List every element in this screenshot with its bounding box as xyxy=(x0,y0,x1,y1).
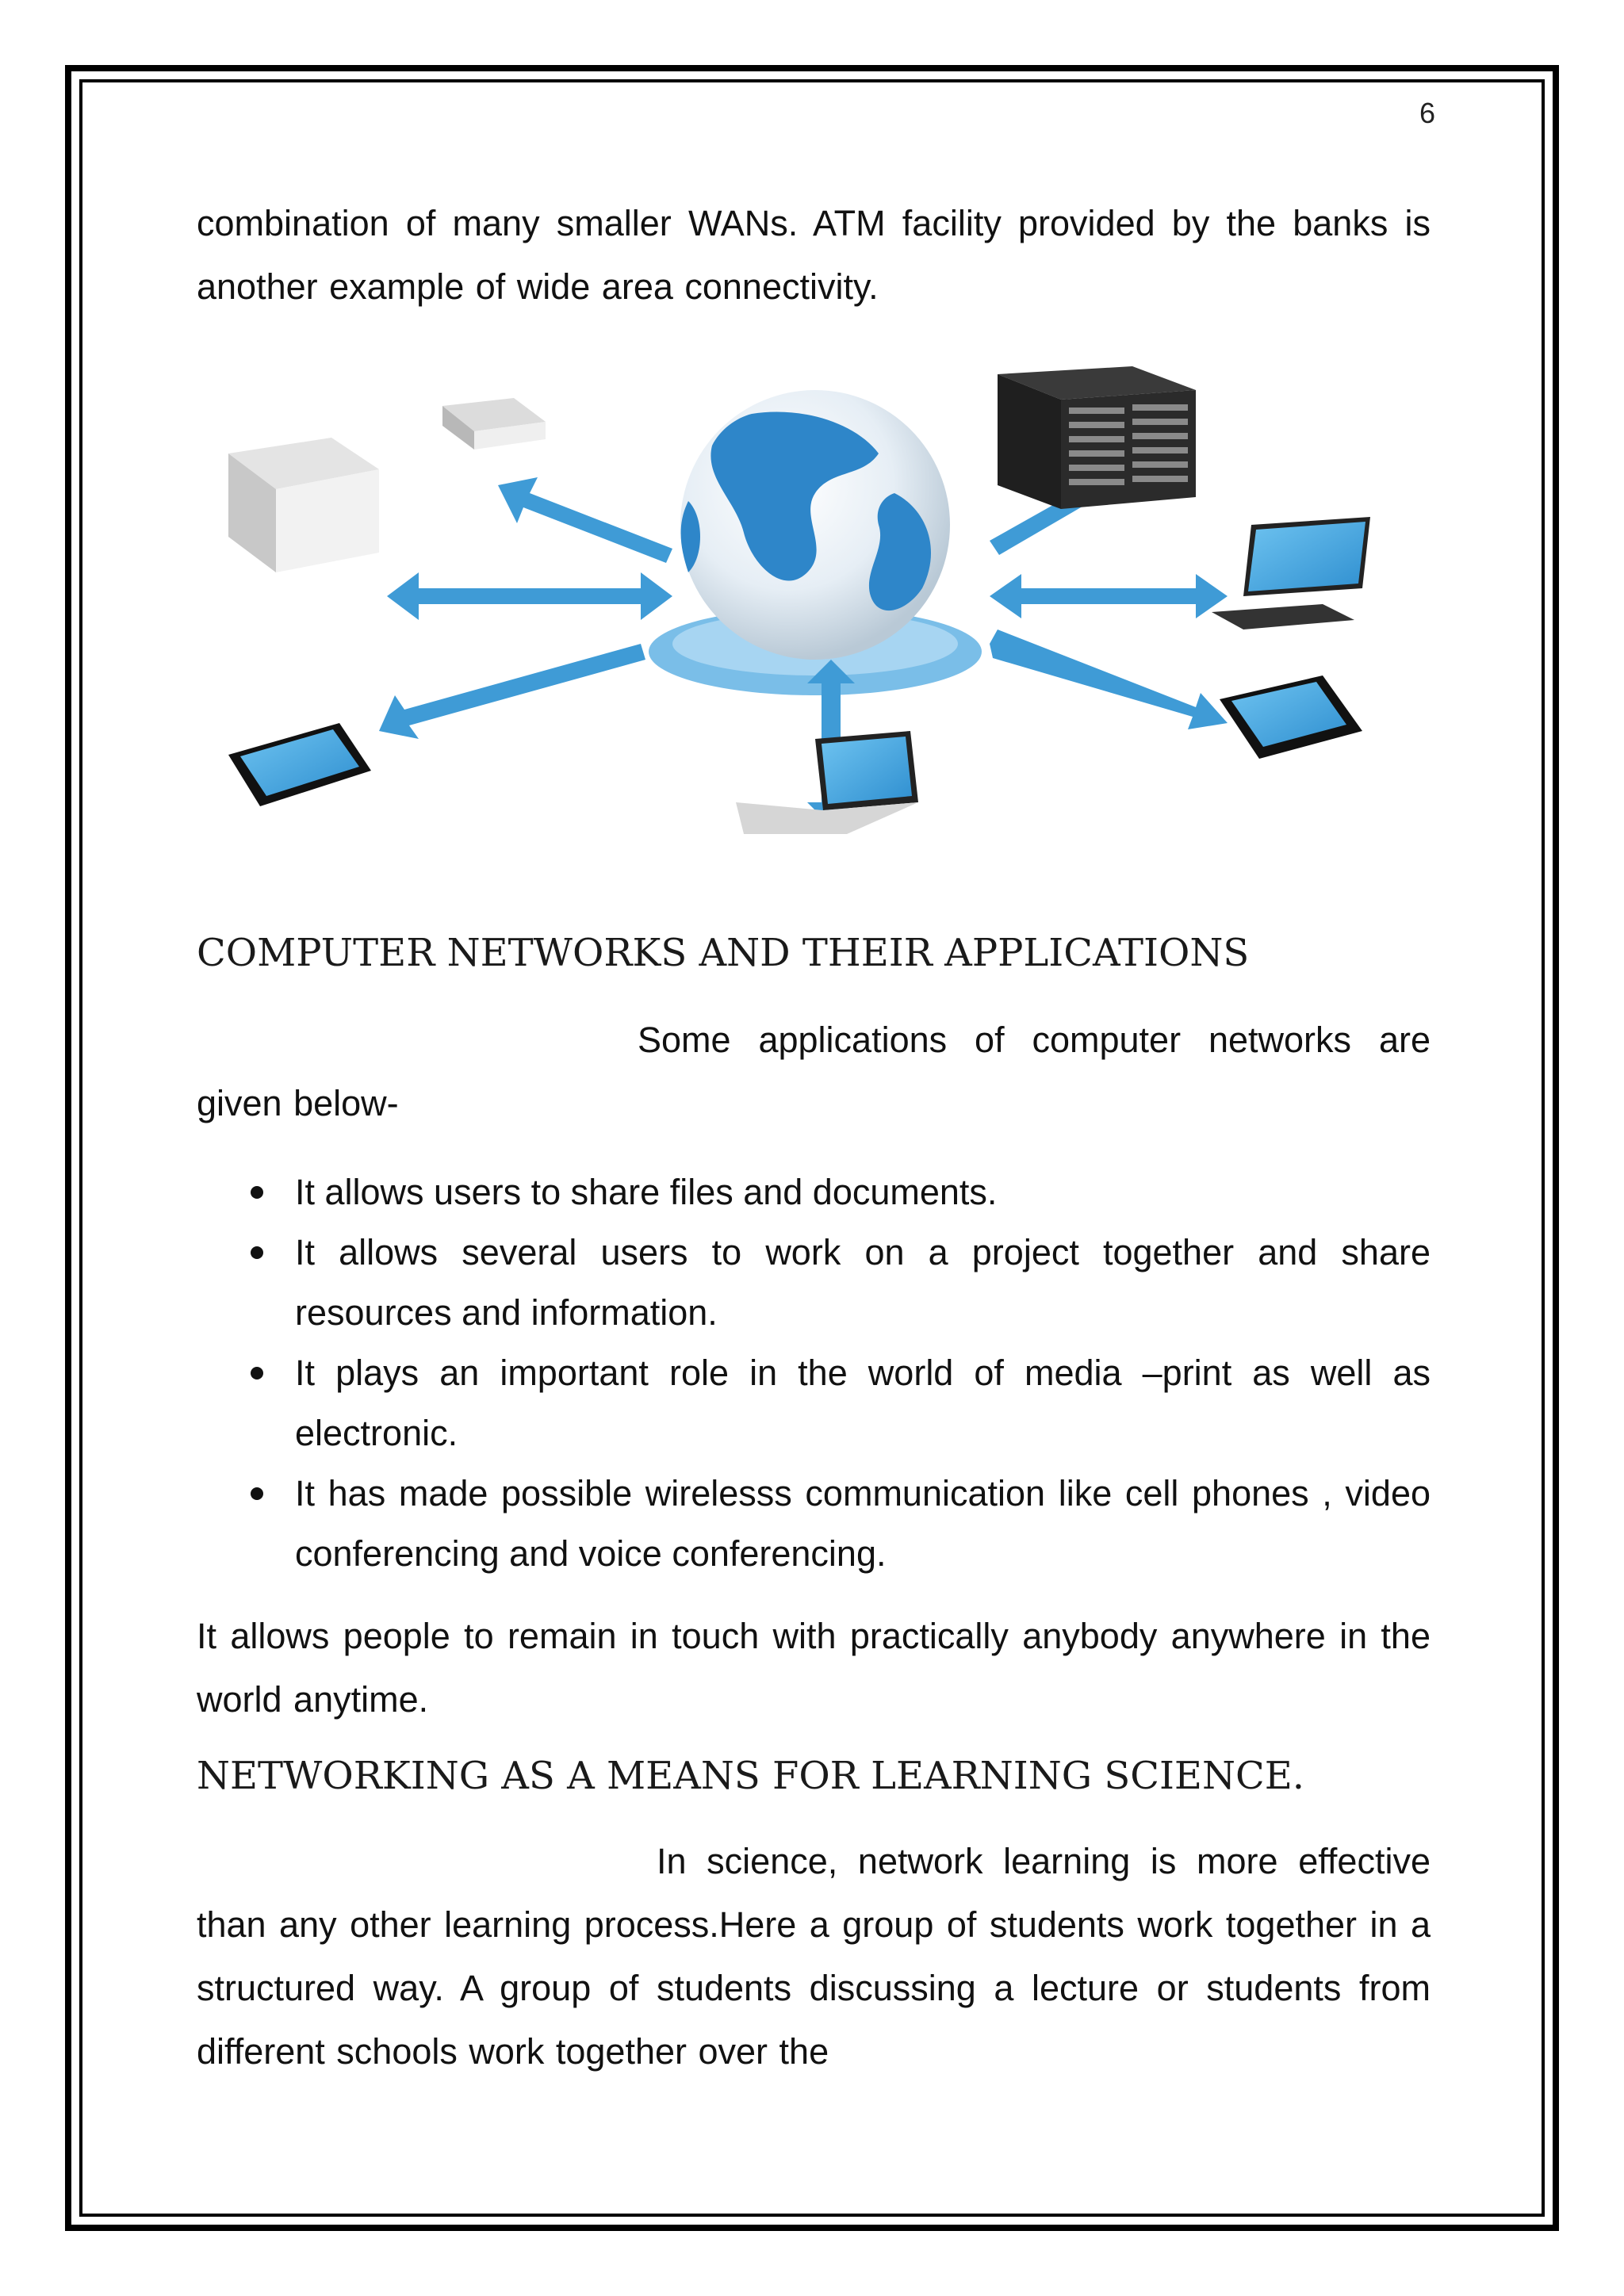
intro-paragraph: combination of many smaller WANs. ATM facility provided by the banks is another example of wide area connectivity. xyxy=(197,203,1431,307)
small-device xyxy=(442,398,546,450)
list-item: It allows several users to work on a project together and share resources and information. xyxy=(197,1223,1431,1343)
learning-science-paragraph: In science, network learning is more effective than any other learning process.Here a group of students work together in a structured way. A group of students discussing a lecture or students from different schools work together over the xyxy=(197,1841,1431,2072)
desktop-monitor xyxy=(1212,517,1370,629)
page-content xyxy=(197,192,1431,2084)
page-number: 6 xyxy=(1419,97,1435,129)
smartphone-left xyxy=(228,723,371,806)
section-heading-applications: COMPUTER NETWORKS AND THEIR APPLICATIONS xyxy=(197,931,1250,975)
network-figure xyxy=(197,358,1431,850)
server-box-left xyxy=(228,438,379,572)
applications-intro: Some applications of computer networks are given below- xyxy=(197,1020,1431,1123)
applications-closing: It allows people to remain in touch with practically anybody anywhere in the world anytime. xyxy=(197,1616,1431,1720)
section-heading-learning-science: NETWORKING AS A MEANS FOR LEARNING SCIENCE. xyxy=(197,1754,1304,1798)
bullet-icon xyxy=(251,1246,263,1259)
bullet-icon xyxy=(251,1367,263,1380)
bullet-icon xyxy=(251,1186,263,1199)
laptop xyxy=(736,731,918,834)
smartphone-right xyxy=(1220,675,1362,759)
network-globe-illustration xyxy=(197,358,1431,850)
server-rack xyxy=(998,366,1196,509)
list-item: It has made possible wirelesss communication like cell phones , video conferencing and voice conferencing. xyxy=(197,1464,1431,1584)
applications-list xyxy=(197,1162,1431,1584)
list-item: It allows users to share files and documents. xyxy=(197,1162,1431,1223)
bullet-icon xyxy=(251,1487,263,1500)
list-item: It plays an important role in the world of media –print as well as electronic. xyxy=(197,1343,1431,1464)
